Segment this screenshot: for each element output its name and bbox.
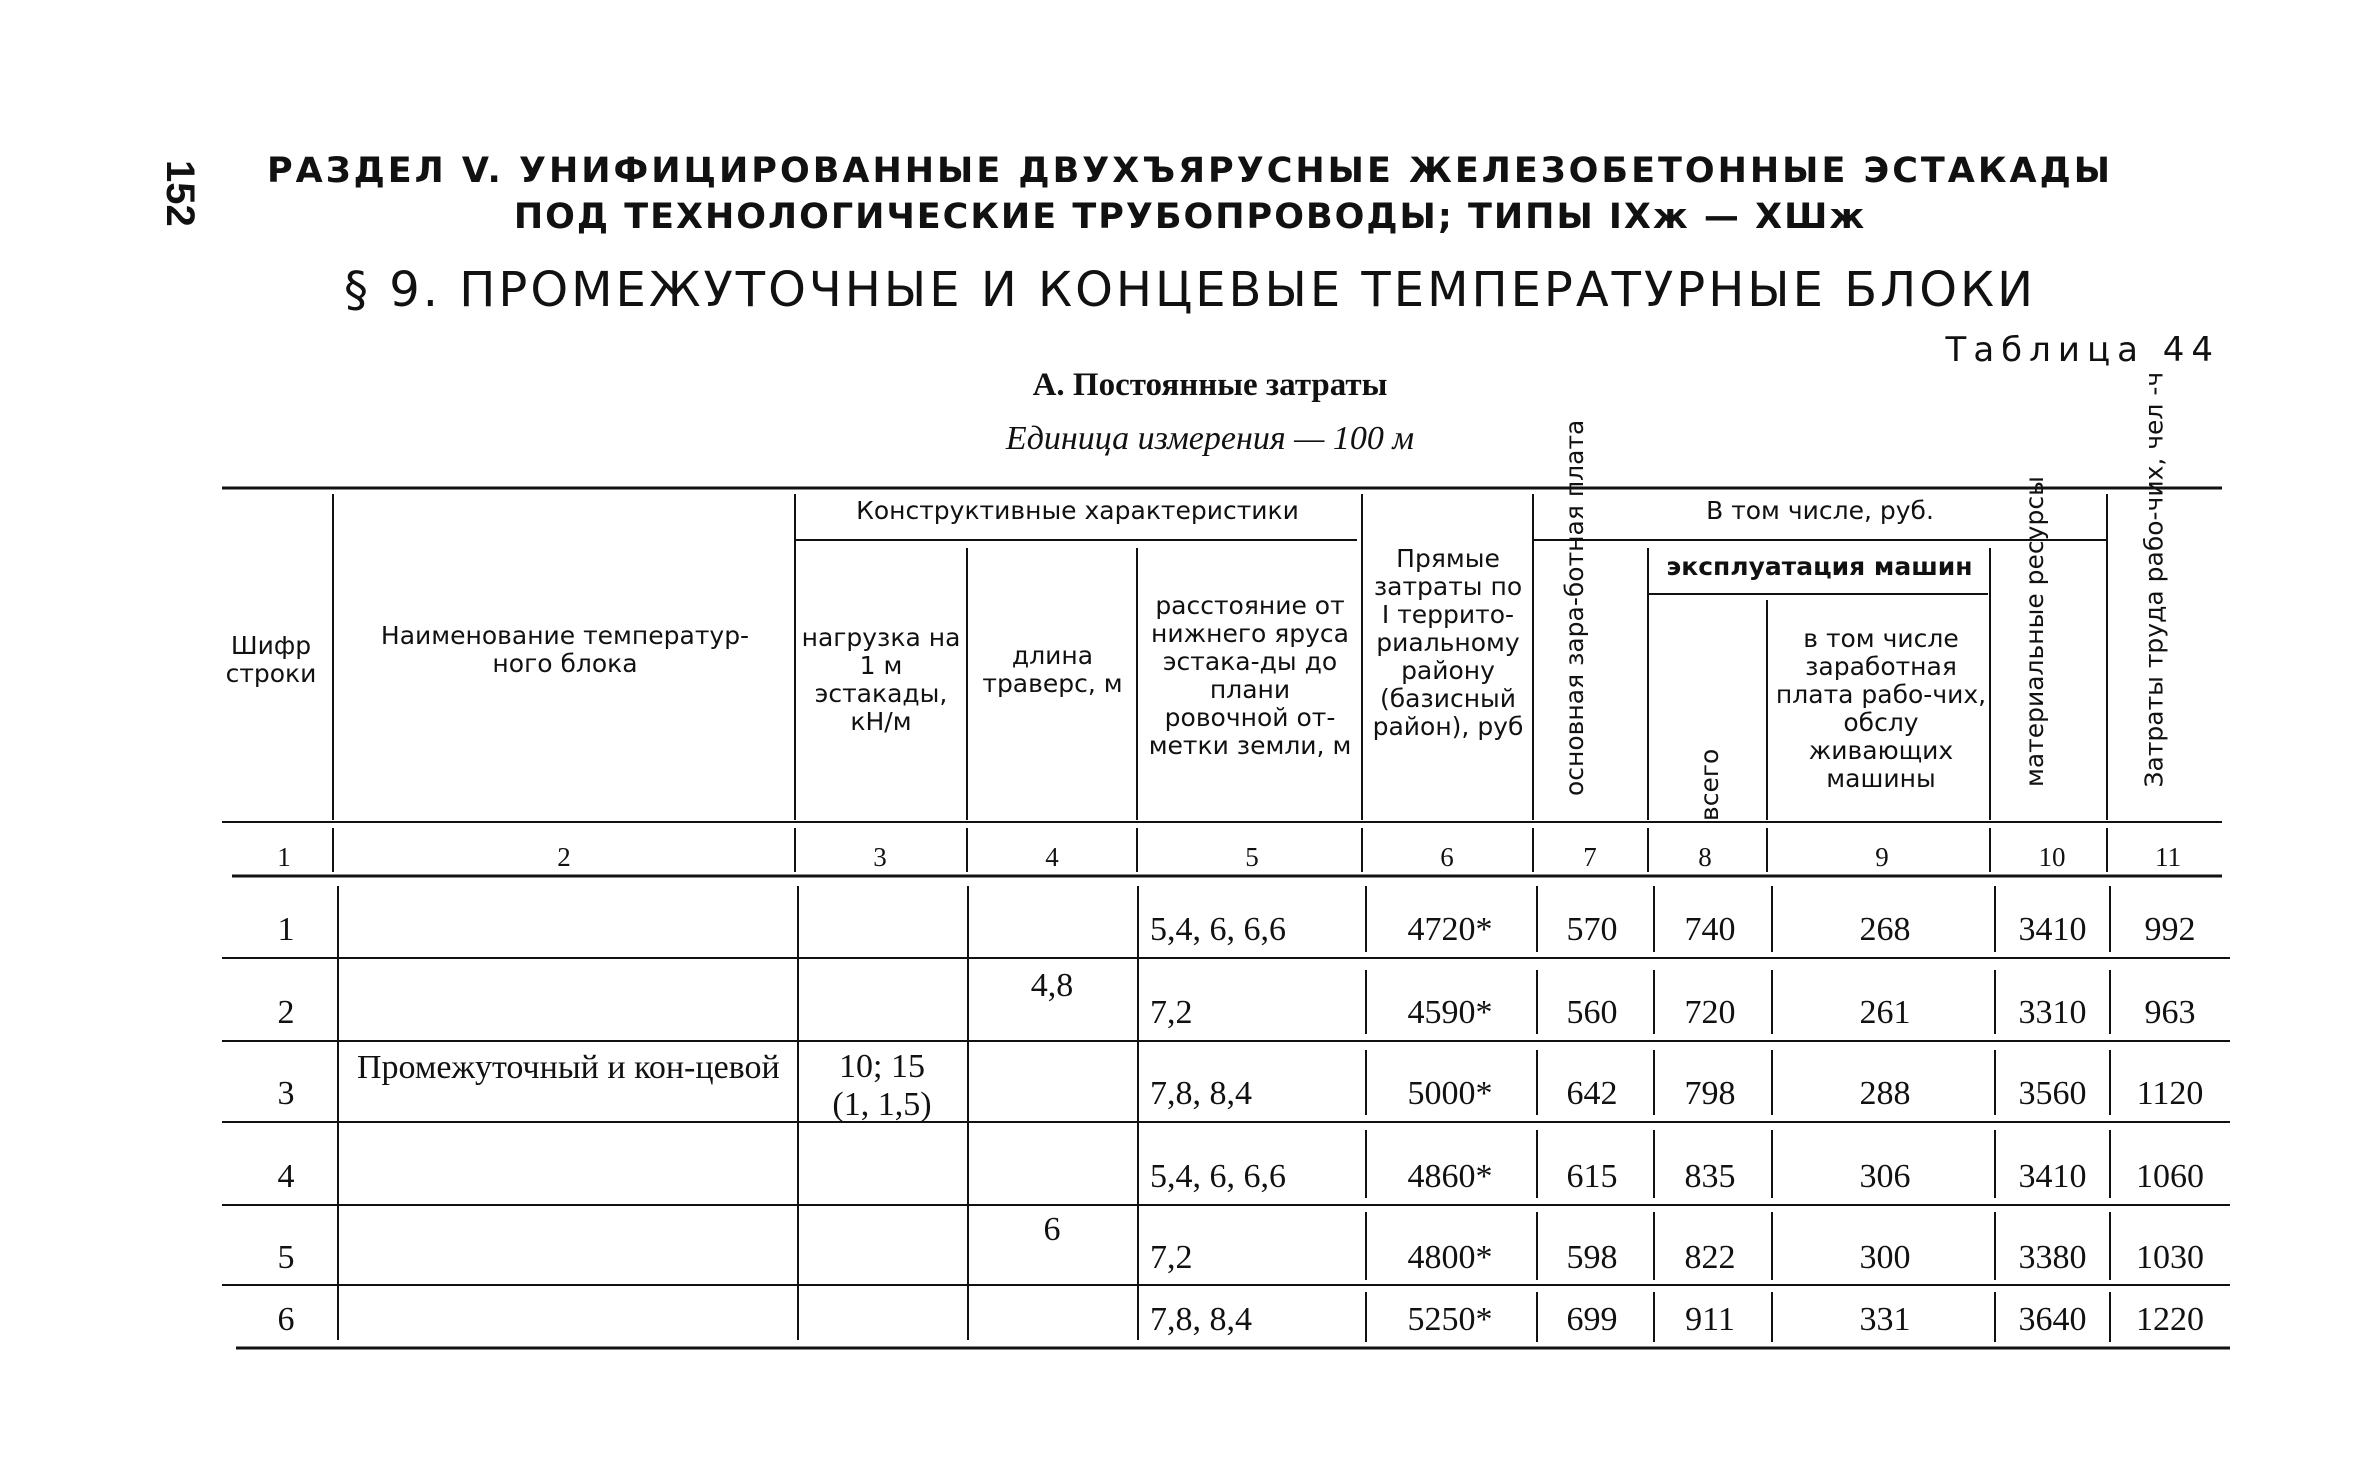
row-machines-total: 720 — [1684, 994, 1736, 1031]
header-load: нагрузка на 1 м эстакады, кН/м — [801, 623, 961, 736]
row-direct-costs: 5000* — [1407, 1075, 1493, 1112]
row-distance: 7,2 — [1150, 1239, 1193, 1276]
row-labor: 963 — [2144, 994, 2196, 1031]
row-machines-total: 798 — [1684, 1075, 1736, 1112]
row-materials: 3310 — [2018, 994, 2087, 1031]
header-distance: расстояние от нижнего яруса эстака-ды до плани ровочной от-метки земли, м — [1148, 591, 1352, 760]
length-value-b: 6 — [1043, 1211, 1061, 1248]
header-incl-group: В том числе, руб. — [1706, 496, 1934, 525]
row-direct-costs: 4720* — [1407, 911, 1493, 948]
header-length: длина траверс, м — [982, 641, 1123, 698]
row-machines-total: 822 — [1684, 1239, 1736, 1276]
page-number: 152 — [158, 160, 202, 227]
row-distance: 5,4, 6, 6,6 — [1150, 911, 1286, 948]
row-code: 2 — [277, 994, 295, 1031]
column-number: 10 — [2038, 842, 2066, 872]
row-code: 1 — [277, 911, 295, 948]
row-direct-costs: 4860* — [1407, 1158, 1493, 1195]
row-direct-costs: 5250* — [1407, 1301, 1493, 1338]
row-materials: 3410 — [2018, 1158, 2087, 1195]
row-wages: 570 — [1566, 911, 1618, 948]
row-materials: 3640 — [2018, 1301, 2087, 1338]
paragraph-title: § 9. ПРОМЕЖУТОЧНЫЕ И КОНЦЕВЫЕ ТЕМПЕРАТУРНЫЕ БЛОКИ — [343, 262, 2037, 318]
load-value-line2: (1, 1,5) — [832, 1086, 932, 1123]
header-machines-group: эксплуатация машин — [1666, 552, 1973, 581]
row-machines-total: 740 — [1684, 911, 1736, 948]
header-direct-costs: Прямые затраты по I террито-риальному району (базисный район), руб — [1372, 544, 1524, 741]
row-wages: 699 — [1566, 1301, 1618, 1338]
row-machines-total: 835 — [1684, 1158, 1736, 1195]
row-machines-wages: 268 — [1859, 911, 1911, 948]
row-wages: 642 — [1566, 1075, 1618, 1112]
header-machines-wages: в том числе заработная плата рабо-чих, обслу живающих машины — [1775, 624, 1987, 793]
row-wages: 615 — [1566, 1158, 1618, 1195]
header-name: Наименование температур-ного блока — [380, 621, 750, 678]
row-distance: 7,8, 8,4 — [1150, 1301, 1252, 1338]
column-number: 2 — [557, 842, 571, 872]
header-design-group: Конструктивные характеристики — [856, 496, 1299, 525]
row-machines-wages: 306 — [1859, 1158, 1911, 1195]
block-name: Промежуточный и кон-цевой — [357, 1049, 780, 1086]
row-labor: 1060 — [2136, 1158, 2204, 1195]
row-direct-costs: 4590* — [1407, 994, 1493, 1031]
column-number: 9 — [1875, 842, 1889, 872]
header-machines-total: всего — [1695, 748, 1724, 821]
load-value-line1: 10; 15 — [839, 1048, 925, 1085]
column-number: 7 — [1583, 842, 1597, 872]
row-wages: 598 — [1566, 1239, 1618, 1276]
row-machines-wages: 261 — [1859, 994, 1911, 1031]
row-distance: 7,8, 8,4 — [1150, 1075, 1252, 1112]
header-materials: материальные ресурсы — [2020, 476, 2049, 787]
row-labor: 1220 — [2136, 1301, 2204, 1338]
row-wages: 560 — [1566, 994, 1618, 1031]
column-number: 6 — [1440, 842, 1454, 872]
column-number: 1 — [277, 842, 291, 872]
column-number: 5 — [1245, 842, 1259, 872]
row-machines-wages: 300 — [1859, 1239, 1911, 1276]
row-labor: 1030 — [2136, 1239, 2204, 1276]
row-distance: 5,4, 6, 6,6 — [1150, 1158, 1286, 1195]
table-number: Таблица 44 — [1945, 330, 2220, 370]
row-machines-total: 911 — [1685, 1301, 1735, 1338]
column-number: 11 — [2155, 842, 2181, 872]
row-machines-wages: 331 — [1859, 1301, 1911, 1338]
column-number: 3 — [873, 842, 887, 872]
row-direct-costs: 4800* — [1407, 1239, 1493, 1276]
row-machines-wages: 288 — [1859, 1075, 1911, 1112]
section-title-line2: ПОД ТЕХНОЛОГИЧЕСКИЕ ТРУБОПРОВОДЫ; ТИПЫ IXж — ХШж — [513, 197, 1867, 237]
row-materials: 3560 — [2018, 1075, 2087, 1112]
load-value — [802, 1048, 962, 1124]
section-title-line1: РАЗДЕЛ V. УНИФИЦИРОВАННЫЕ ДВУХЪЯРУСНЫЕ ЖЕЛЕЗОБЕТОННЫЕ ЭСТАКАДЫ — [266, 151, 2114, 191]
header-wages: основная зара-ботная плата — [1560, 419, 1589, 796]
row-code: 3 — [277, 1075, 295, 1112]
row-materials: 3410 — [2018, 911, 2087, 948]
header-code: Шифр строки — [225, 631, 317, 688]
length-value-a: 4,8 — [1030, 967, 1074, 1004]
row-materials: 3380 — [2018, 1239, 2087, 1276]
column-number: 8 — [1698, 842, 1712, 872]
unit-of-measure: Единица измерения — 100 м — [1005, 420, 1415, 457]
row-distance: 7,2 — [1150, 994, 1193, 1031]
column-number: 4 — [1045, 842, 1059, 872]
row-code: 6 — [277, 1301, 295, 1338]
row-code: 5 — [277, 1239, 295, 1276]
table-subtitle: А. Постоянные затраты — [1032, 367, 1388, 403]
row-labor: 1120 — [2136, 1075, 2204, 1112]
row-labor: 992 — [2144, 911, 2196, 948]
row-code: 4 — [277, 1158, 295, 1195]
header-labor: Затраты труда рабо-чих, чел -ч — [2139, 371, 2169, 788]
